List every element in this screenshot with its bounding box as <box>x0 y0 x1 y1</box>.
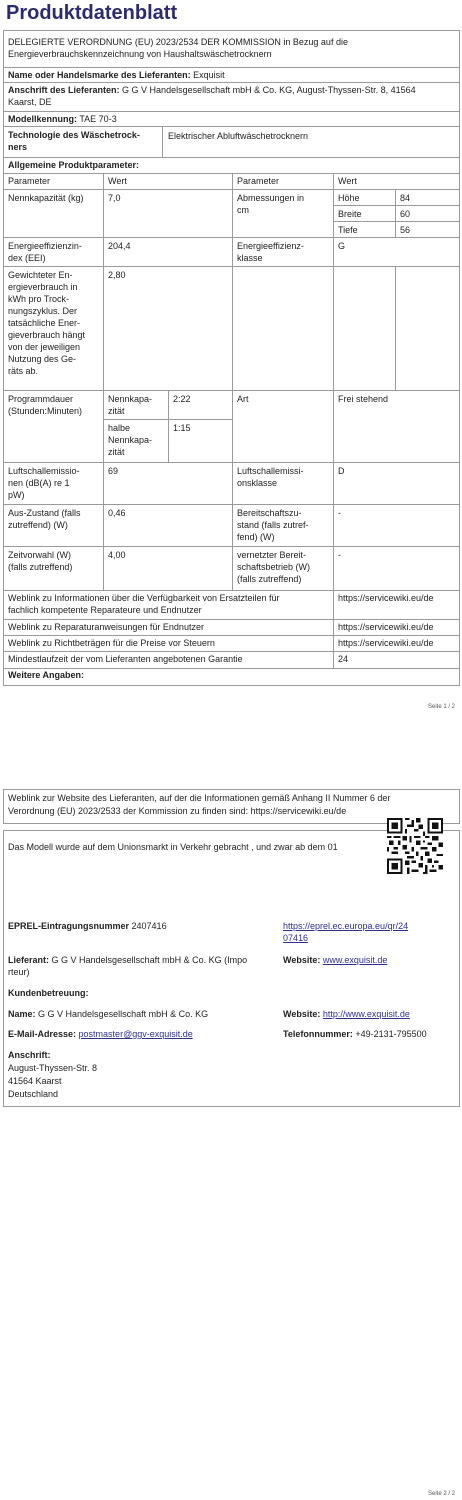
col-parameter-1: Parameter <box>8 176 51 186</box>
standby-label-2: stand (falls zutref- <box>237 520 309 530</box>
program-half-value: 1:15 <box>173 423 191 433</box>
standby-label-3: fend) (W) <box>237 532 275 542</box>
prices-link[interactable]: https://servicewiki.eu/de <box>338 638 434 648</box>
networked-standby-label-1: vernetzter Bereit- <box>237 550 307 560</box>
networked-standby-label-2: schaftsbetrieb (W) <box>237 562 311 572</box>
energy-class-label-1: Energieeffizienz- <box>237 241 304 251</box>
weighted-energy-label-5: tatsächliche Ener- <box>8 318 81 328</box>
eei-value: 204,4 <box>108 241 131 251</box>
networked-standby-value: - <box>338 550 341 560</box>
supplier-address-row <box>8 85 416 96</box>
weighted-energy-label-6: gieverbrauch hängt <box>8 330 86 340</box>
website-info-line-2 <box>8 806 346 817</box>
model-label: Modellkennung: <box>8 114 77 124</box>
eei-label-2: dex (EEI) <box>8 253 46 263</box>
energy-class-value: G <box>338 241 346 251</box>
eprel-link-2[interactable]: 07416 <box>283 933 309 943</box>
contact-name-label: Name: <box>8 1009 36 1019</box>
market-date-text: Das Modell wurde auf dem Unionsmarkt in Verkehr gebracht , und zwar ab dem 01 <box>8 842 338 852</box>
program-half-label-1: halbe <box>108 423 131 433</box>
address-line-2: 41564 Kaarst <box>8 1076 62 1086</box>
program-duration-label-2: (Stunden:Minuten) <box>8 406 83 416</box>
contact-name-row <box>8 1009 208 1020</box>
email-row <box>8 1029 193 1040</box>
website-info-line-1: Weblink zur Website des Lieferanten, auf der die Informationen gemäß Anhang II Nummer 6 der <box>8 793 391 803</box>
supplier-name-value: Exquisit <box>193 70 225 80</box>
off-mode-value: 0,46 <box>108 508 126 518</box>
off-mode-label-1: Aus-Zustand (falls <box>8 508 81 518</box>
noise-class-label-1: Luftschallemissi- <box>237 466 304 476</box>
eprel-row <box>8 921 167 932</box>
spare-parts-label-1: Weblink zu Informationen über die Verfügbarkeit von Ersatzteilen für <box>8 593 280 603</box>
eprel-value: 2407416 <box>131 921 167 931</box>
program-duration-label-1: Programmdauer <box>8 394 74 404</box>
art-value: Frei stehend <box>338 394 389 404</box>
lieferant-value-1: G G V Handelsgesellschaft mbH & Co. KG (Impo <box>51 955 248 965</box>
general-params-label: Allgemeine Produktparameter: <box>8 160 140 170</box>
qr-code-icon <box>387 818 443 874</box>
program-half-label-2: Nennkapa- <box>108 435 153 445</box>
delay-start-value: 4,00 <box>108 550 126 560</box>
phone-label: Telefonnummer: <box>283 1029 353 1039</box>
hoehe-label: Höhe <box>338 193 360 203</box>
address-line-3: Deutschland <box>8 1089 59 1099</box>
supplier-address-value-1: G G V Handelsgesellschaft mbH & Co. KG, August-Thyssen-Str. 8, 41564 <box>122 85 416 95</box>
address-line-1: August-Thyssen-Str. 8 <box>8 1063 98 1073</box>
supplier-address-label: Anschrift des Lieferanten: <box>8 85 120 95</box>
nennkap-label: Nennkapazität (kg) <box>8 193 84 203</box>
website-label-1: Website: <box>283 955 321 965</box>
supplier-address-value-2: Kaarst, DE <box>8 97 52 107</box>
nennkap-value: 7,0 <box>108 193 121 203</box>
customer-service-label: Kundenbetreuung: <box>8 988 89 998</box>
energy-class-label-2: klasse <box>237 253 263 263</box>
standby-label-1: Bereitschaftszu- <box>237 508 302 518</box>
noise-class-value: D <box>338 466 345 476</box>
standby-value: - <box>338 508 341 518</box>
tiefe-value: 56 <box>400 225 411 235</box>
abmessungen-label-2: cm <box>237 205 249 215</box>
networked-standby-label-3: (falls zutreffend) <box>237 574 302 584</box>
website-row-2 <box>283 1009 410 1020</box>
hoehe-value: 84 <box>400 193 411 203</box>
repair-link[interactable]: https://servicewiki.eu/de <box>338 622 434 632</box>
page-title: Produktdatenblatt <box>6 2 178 24</box>
phone-row <box>283 1029 427 1040</box>
technology-value: Elektrischer Abluftwäschetrocknern <box>168 131 309 141</box>
email-label: E-Mail-Adresse: <box>8 1029 77 1039</box>
eprel-label: EPREL-Eintragungsnummer <box>8 921 130 931</box>
page-2-number: Seite 2 / 2 <box>428 1491 456 1497</box>
program-half-label-3: zität <box>108 447 125 457</box>
supplier-name-label: Name oder Handelsmarke des Lieferanten: <box>8 70 191 80</box>
eei-label-1: Energieeffizienzin- <box>8 241 82 251</box>
col-parameter-2: Parameter <box>237 176 280 186</box>
breite-value: 60 <box>400 209 411 219</box>
technology-label-2: ners <box>8 142 28 152</box>
website-info-text: Verordnung (EU) 2023/2533 der Kommission zu finden sind: <box>8 806 249 816</box>
lieferant-row <box>8 955 247 966</box>
abmessungen-label-1: Abmessungen in <box>237 193 305 203</box>
noise-label-3: pW) <box>8 490 25 500</box>
lieferant-value-2: rteur) <box>8 967 30 977</box>
model-value: TAE 70-3 <box>79 114 117 124</box>
page-1-number: Seite 1 / 2 <box>428 704 456 710</box>
lieferant-label: Lieferant: <box>8 955 50 965</box>
website-link-1[interactable]: www.exquisit.de <box>322 955 388 965</box>
warranty-value: 24 <box>338 654 349 664</box>
program-nenn-value: 2:22 <box>173 394 191 404</box>
website-info-url[interactable]: https://servicewiki.eu/de <box>250 806 347 816</box>
art-label: Art <box>237 394 249 404</box>
spare-parts-link[interactable]: https://servicewiki.eu/de <box>338 593 434 603</box>
weighted-energy-label-2: ergieverbrauch in <box>8 282 78 292</box>
supplier-name-row <box>8 70 225 81</box>
weighted-energy-label-4: nungszyklus. Der <box>8 306 78 316</box>
contact-name-value: G G V Handelsgesellschaft mbH & Co. KG <box>38 1009 209 1019</box>
weighted-energy-label-3: kWh pro Trock- <box>8 294 70 304</box>
weighted-energy-label-9: räts ab. <box>8 366 39 376</box>
delay-start-label-2: (falls zutreffend) <box>8 562 73 572</box>
tiefe-label: Tiefe <box>338 225 358 235</box>
repair-label: Weblink zu Reparaturanweisungen für Endnutzer <box>8 622 204 632</box>
weighted-energy-label-1: Gewichteter En- <box>8 270 73 280</box>
breite-label: Breite <box>338 209 362 219</box>
program-nenn-label-1: Nennkapa- <box>108 394 153 404</box>
spare-parts-label-2: fachlich kompetente Reparateure und Endnutzer <box>8 605 202 615</box>
noise-label-1: Luftschallemissio- <box>8 466 80 476</box>
email-link[interactable]: postmaster@ggv-exquisit.de <box>78 1029 193 1039</box>
noise-class-label-2: onsklasse <box>237 478 278 488</box>
address-label: Anschrift: <box>8 1050 51 1060</box>
weighted-energy-value: 2,80 <box>108 270 126 280</box>
weighted-energy-label-7: von der jeweiligen <box>8 342 81 352</box>
phone-value: +49-2131-795500 <box>355 1029 427 1039</box>
technology-label-1: Technologie des Wäschetrock- <box>8 130 140 140</box>
regulation-line-1: DELEGIERTE VERORDNUNG (EU) 2023/2534 DER KOMMISSION in Bezug auf die <box>8 37 348 47</box>
weighted-energy-label-8: Nutzung des Ge- <box>8 354 77 364</box>
website-row-1 <box>283 955 387 966</box>
delay-start-label-1: Zeitvorwahl (W) <box>8 550 72 560</box>
model-row <box>8 114 117 125</box>
website-label-2: Website: <box>283 1009 321 1019</box>
regulation-line-2: Energieverbrauchskennzeichnung von Haushaltswäschetrocknern <box>8 49 272 59</box>
col-wert-2: Wert <box>338 176 357 186</box>
col-wert-1: Wert <box>108 176 127 186</box>
prices-label: Weblink zu Richtbeträgen für die Preise vor Steuern <box>8 638 215 648</box>
noise-label-2: nen (dB(A) re 1 <box>8 478 70 488</box>
noise-value: 69 <box>108 466 119 476</box>
website-link-2[interactable]: http://www.exquisit.de <box>322 1009 410 1019</box>
further-info-label: Weitere Angaben: <box>8 670 85 680</box>
program-nenn-label-2: zität <box>108 406 125 416</box>
off-mode-label-2: zutreffend) (W) <box>8 520 68 530</box>
warranty-label: Mindestlaufzeit der vom Lieferanten angebotenen Garantie <box>8 654 243 664</box>
eprel-link-1[interactable]: https://eprel.ec.europa.eu/qr/24 <box>283 921 409 931</box>
